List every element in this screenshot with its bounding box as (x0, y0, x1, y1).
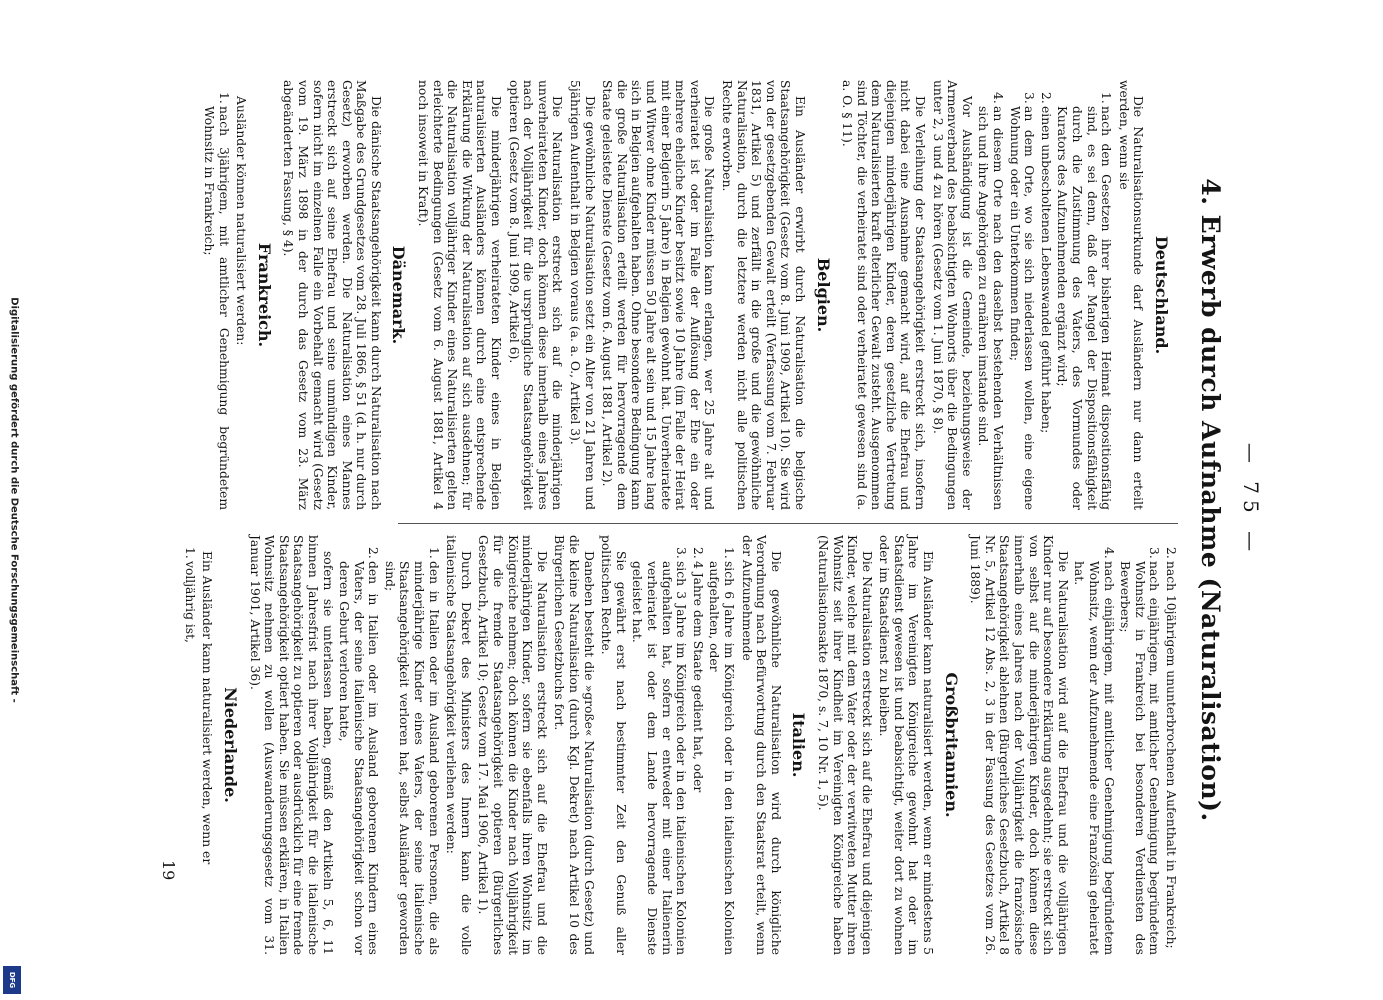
section-title-daenemark: Dänemark. (389, 245, 409, 345)
section-title-deutschland: Deutschland. (1152, 235, 1171, 355)
paragraph: Ein Ausländer kann naturalisiert werden, wenn er (200, 551, 215, 865)
paragraph: Vor Aushändigung ist die Gemeinde, beziehungsweise der Armenverband des beabsichtigten Wohnorts über die Bedingungen unter 2, 3 und 4 zu hören (Gesetz vom 1. Juni 1870, § 8). (930, 80, 974, 510)
paragraph: Ein Ausländer kann naturalisiert werden, wenn er mindestens 5 Jahre im Vereinigten Königreiche gewohnt hat oder im Staatsdienst gewesen ist und beabsichtigt, weiter dort zu wohnen oder im Staatsdienst zu bleiben. (877, 535, 936, 955)
paragraph: Die gewöhnliche Naturalisation setzt ein Alter von 21 Jahren und 5jährigen Aufenthalt in Belgien voraus (a. a. O., Artikel 3). (568, 80, 597, 510)
paragraph: Die Naturalisation wird auf die Ehefrau und die volljährigen Kinder nur auf besondere Erklärung ausgedehnt; sie erstreckt sich von selbst auf die minderjährigen Kinder, doch können diese innerhalb eines Jahres nach der Volljährigkeit die französische Staatsangehörigkeit ablehnen (Bürgerliches Gesetzbuch, Artikel 8 Nr. 5, Artikel 12 Abs. 2, 3 in der Fassung des Gesetzes vom 26. Juni 1889). (968, 535, 1070, 955)
paragraph: Die Naturalisationsurkunde darf Ausländern nur dann erteilt werden, wenn sie (1116, 80, 1146, 510)
paragraph: Die minderjährigen verheirateten Kinder eines in Belgien naturalisierten Ausländers können durch eine entsprechende Erklärung die Wirkung der Naturalisation auf sich ausdehnen; für die Naturalisation volljähriger Kinder eines Naturalisierten gelten erleichterte Bedingungen (Gesetz vom 6. August 1881, Artikel 4 noch insoweit in Kraft). (416, 80, 504, 510)
right-column (180, 535, 1178, 955)
list-item: 4.an diesem Orte nach den daselbst bestehenden Verhältnissen sich und ihre Angehörigen zu ernähren imstande sind. (976, 92, 1006, 510)
list-item: 1.sich 6 Jahre im Königreich oder in den italienischen Kolonien aufgehalten, oder (707, 547, 736, 955)
paragraph: Ein Ausländer erwirbt durch Naturalisation die belgische Staatsangehörigkeit (Gesetz vom 8. Juni 1909, Artikel 10). Sie wird von der gesetzgebenden Gewalt erteilt (Verfassung vom 7. Februar 1831, Artikel 5) und zerfällt in die große und die gewöhnliche Naturalisation, durch die letztere werden nicht alle politischen Rechte erworben. (719, 80, 807, 510)
list-item: 4.nach einjährigem, mit amtlicher Genehmigung begründetem Wohnsitz, wenn der Aufzunehmende eine Französin geheiratet hat. (1072, 547, 1116, 955)
list-item: 3.an dem Orte, wo sie sich niederlassen wollen, eine eigene Wohnung oder ein Unterkommen finden; (1007, 92, 1037, 510)
digitization-footer (0, 0, 24, 1000)
paragraph: Die Verleihung der Staatsangehörigkeit erstreckt sich, insofern nicht dabei eine Ausnahme gemacht wird, auf die Ehefrau und diejenigen minderjährigen Kinder, deren gesetzliche Vertretung dem Naturalisierten kraft elterlicher Gewalt zusteht. Ausgenommen sind Töchter, die verheiratet sind oder verheiratet gewesen sind (a. a. O. § 11). (840, 80, 928, 510)
paragraph: Die Naturalisation erstreckt sich auf die Ehefrau und diejenigen Kinder, welche mit dem Vater oder der verwitweten Mutter ihren Wohnsitz seit ihrer Kindheit im Vereinigten Königreiche haben (Naturalisationsakte 1870, s. 7, 10 Nr. 1, 5). (815, 535, 874, 955)
section-title-belgien: Belgien. (813, 257, 833, 333)
list-item: 2.den in Italien oder im Ausland geborenen Kindern eines Vaters, der seine italienische Staatsangehörigkeit schon vor deren Geburt verloren hatte, (337, 547, 381, 955)
list-item: 2.einen unbescholtenen Lebenswandel geführt haben; (1038, 92, 1053, 434)
section-title-frankreich: Frankreich. (254, 242, 274, 348)
paragraph: Ausländer können naturalisiert werden: (234, 96, 249, 346)
column-divider (398, 523, 1178, 524)
list-item: 3.nach einjährigem, mit amtlicher Genehmigung begründetem Wohnsitz in Frankreich bei besonderen Verdiensten des Bewerbers; (1118, 547, 1162, 955)
left-column (199, 80, 1178, 510)
list-item: 2.nach 10jährigem ununterbrochenen Aufenthalt in Frankreich; (1164, 547, 1178, 949)
signature-number: 19 (159, 860, 178, 881)
list-item: 1.den in Italien oder im Ausland geborenen Personen, die als minderjährige Kinder eines Vaters, der seine italienische Staatsangehörigkeit verloren hat, selbst Ausländer geworden sind; (382, 547, 441, 955)
paragraph: Sie gewährt erst nach bestimmter Zeit den Genuß aller politischen Rechte. (599, 535, 628, 955)
list-item: 2.4 Jahre dem Staate gedient hat, oder (690, 547, 705, 793)
section-title-italien: Italien. (789, 712, 809, 778)
section-title-grossbritannien: Großbritannien. (941, 672, 961, 818)
list-item: 3.sich 3 Jahre im Königreich oder in den italienischen Kolonien aufgehalten hat, sofern er entweder mit einer Italienerin verheiratet ist oder dem Lande hervorragende Dienste geleistet hat. (630, 547, 689, 955)
list-item: 1.volljährig ist, (182, 547, 197, 643)
section-title-niederlande: Niederlande. (220, 687, 240, 803)
paragraph: Die große Naturalisation kann erlangen, wer 25 Jahre alt und verheiratet ist oder im Falle der Auflösung der Ehe ein oder mehrere eheliche Kinder besitzt sowie 10 Jahre (im Falle der Heirat mit einer Belgierin 5 Jahre) in Belgien gewohnt hat. Unverheiratete und Witwer ohne Kinder müssen 50 Jahre alt sein und 15 Jahre lang sich in Belgien aufgehalten haben. Ohne besondere Bedingung kann die große Naturalisation erteilt werden für hervorragende dem Staate geleistete Dienste (Gesetz vom 6. August 1881, Artikel 2). (600, 80, 717, 510)
paragraph: Die Naturalisation erstreckt sich auf die Ehefrau und die minderjährigen Kinder, sofern sie ebenfalls ihren Wohnsitz im Königreiche nehmen; doch können die Kinder nach Volljährigkeit für die fremde Staatsangehörigkeit optieren (Bürgerliches Gesetzbuch, Artikel 10; Gesetz vom 17. Mai 1906, Artikel 1). (476, 535, 549, 955)
paragraph: Daneben besteht die »große« Naturalisation (durch Gesetz) und die kleine Naturalisation (durch Kgl. Dekret) nach Artikel 10 des Bürgerlichen Gesetzbuchs fort. (552, 535, 596, 955)
paragraph: Die gewöhnliche Naturalisation wird durch königliche Verordnung nach Befürwortung durch den Staatsrat erteilt, wenn der Aufzunehmende (739, 535, 783, 955)
list-item: 1.nach 3jährigem, mit amtlicher Genehmigung begründetem Wohnsitz in Frankreich; (201, 92, 231, 510)
paragraph: sofern sie unterlassen haben, gemäß den Artikeln 5, 6, 11 binnen Jahresfrist nach ihrer Volljährigkeit für die italienische Staatsangehörigkeit zu optieren oder ausdrücklich für eine fremde Staatsangehörigkeit optiert haben. Sie müssen erklären, in Italien Wohnsitz nehmen zu wollen (Auswanderungsgesetz vom 31. Januar 1901, Artikel 36). (247, 535, 335, 955)
list-item: 1.nach den Gesetzen ihrer bisherigen Heimat dispositionsfähig sind, es sei denn, daß der Mangel der Dispositionsfähigkeit durch die Zustimmung des Vaters, des Vormundes oder Kurators des Aufzunehmenden ergänzt wird; (1055, 92, 1114, 510)
paragraph: Die dänische Staatsangehörigkeit kann durch Naturalisation nach Maßgabe des Grundgesetzes vom 28. Juli 1866, § 51 (d. h. nur durch Gesetz) erworben werden. Die Naturalisation eines Mannes erstreckt sich auf seine Ehefrau und seine unmündigen Kinder, sofern nicht im einzelnen Falle ein Vorbehalt gemacht wird (Gesetz vom 19. März 1898 in der durch das Gesetz vom 23. März abgeänderten Fassung, § 4). (281, 80, 383, 510)
footer-text: Digitalisierung gefördert durch die Deutsche Forschungsgemeinschaft - (8, 297, 20, 703)
paragraph: Durch Dekret des Ministers des Innern kann die volle italienische Staatsangehörigkeit verliehen werden: (444, 535, 473, 955)
page-number: — 75 — (1239, 442, 1263, 558)
paragraph: Die Naturalisation erstreckt sich auf die minderjährigen unverheirateten Kinder, doch können diese innerhalb eines Jahres nach der Volljährigkeit für die ursprüngliche Staatsangehörigkeit optieren (Gesetz vom 8. Juni 1909, Artikel 6). (506, 80, 565, 510)
page-title: 4. Erwerb durch Aufnahme (Naturalisation). (1196, 178, 1225, 822)
dfg-logo: DFG (3, 966, 21, 994)
